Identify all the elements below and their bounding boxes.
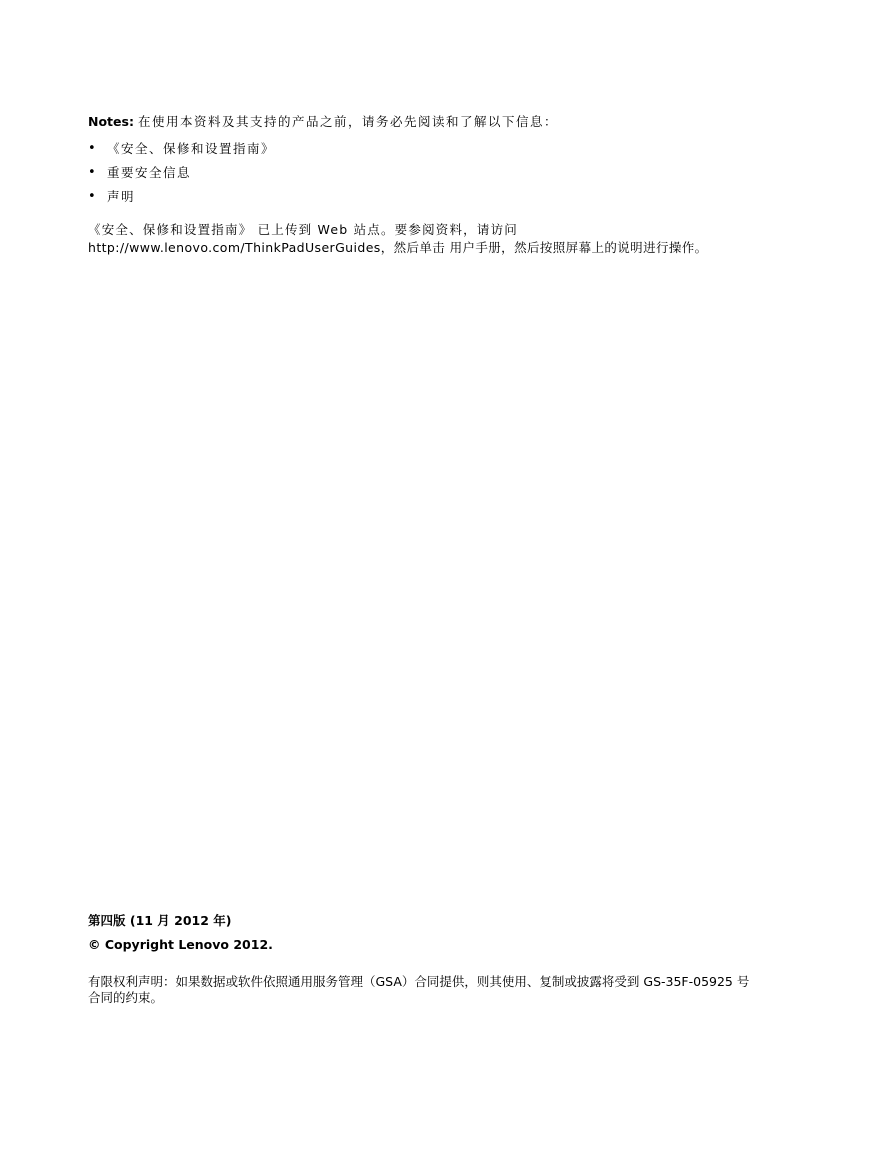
guide-text-line-2: http://www.lenovo.com/ThinkPadUserGuides，然后单击 用户手册，然后按照屏幕上的说明进行操作。 <box>88 240 708 255</box>
restricted-rights-line-2: 合同的约束。 <box>88 990 164 1005</box>
list-item <box>88 164 808 188</box>
bullet-icon: • <box>88 141 96 156</box>
list-item <box>88 188 808 212</box>
copyright-notice: © Copyright Lenovo 2012. <box>88 937 273 952</box>
notes-text: 在使用本资料及其支持的产品之前，请务必先阅读和了解以下信息： <box>137 114 558 129</box>
list-item <box>88 140 808 164</box>
bullet-icon: • <box>88 189 96 204</box>
edition-notice: 第四版 (11 月 2012 年) <box>88 913 232 928</box>
restricted-rights-notice <box>88 974 808 1006</box>
guide-paragraph <box>88 221 808 257</box>
list-item-text: 《安全、保修和设置指南》 <box>107 141 276 156</box>
list-item-text: 重要安全信息 <box>107 165 192 180</box>
notes-label: Notes: <box>88 114 134 129</box>
guide-text-line-1: 《安全、保修和设置指南》 已上传到 Web 站点。要参阅资料，请访问 <box>88 222 518 237</box>
bullet-icon: • <box>88 165 96 180</box>
notes-paragraph <box>88 113 808 131</box>
list-item-text: 声明 <box>107 189 136 204</box>
restricted-rights-line-1: 有限权利声明：如果数据或软件依照通用服务管理（GSA）合同提供，则其使用、复制或披露将受到 GS-35F-05925 号 <box>88 974 750 989</box>
required-reading-list <box>88 140 808 212</box>
